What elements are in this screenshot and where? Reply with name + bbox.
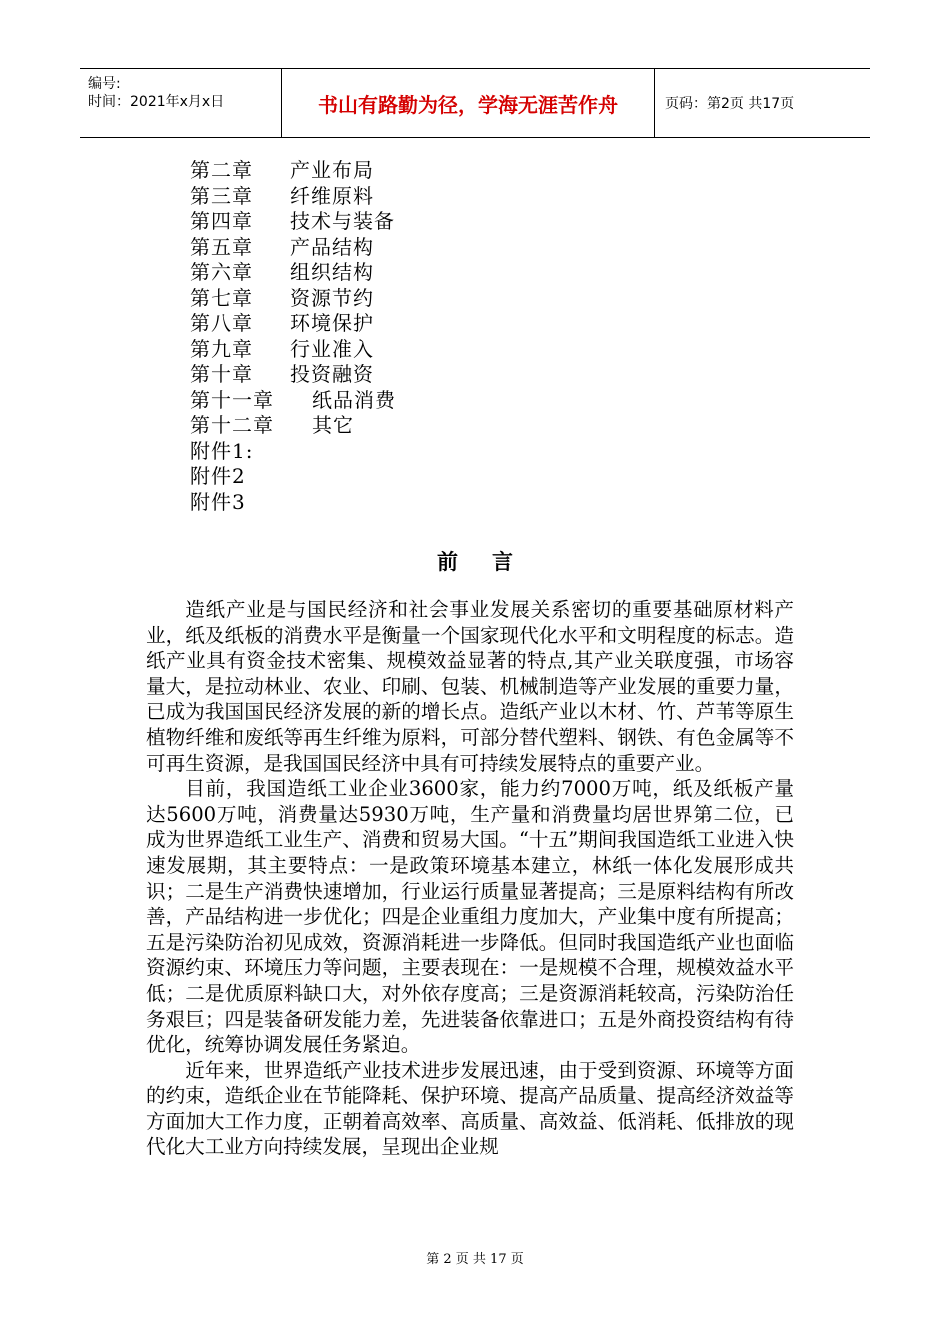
section-title: 前言	[437, 550, 547, 574]
body-text	[146, 597, 794, 1160]
toc-item	[190, 209, 396, 235]
toc-chapter-title: 产品结构	[290, 234, 374, 259]
toc-chapter-title: 其它	[312, 413, 354, 437]
header-page-info: 页码：第2页 共17页	[665, 96, 795, 112]
toc-chapter-title: 资源节约	[290, 285, 374, 310]
toc-chapter-title: 纸品消费	[312, 387, 396, 412]
toc-chapter-number: 第二章	[190, 158, 253, 182]
toc-chapter-number: 第五章	[190, 234, 253, 259]
toc-attachment-label: 附件1:	[190, 438, 254, 463]
toc-chapter-number: 第十二章	[190, 413, 274, 437]
toc-item	[190, 286, 396, 312]
toc-item	[190, 260, 396, 286]
toc-item	[190, 413, 396, 439]
toc-chapter-number: 第六章	[190, 260, 253, 284]
time-label: 时间：2021年x月x日	[88, 94, 225, 110]
toc-chapter-number: 第八章	[190, 311, 253, 335]
toc-chapter-number: 第十一章	[190, 387, 274, 412]
toc-item	[190, 362, 396, 388]
page-footer: 第 2 页 共 17 页	[426, 1252, 524, 1267]
toc-chapter-title: 环境保护	[290, 311, 374, 335]
header-motto: 书山有路勤为径，学海无涯苦作舟	[282, 69, 655, 137]
table-of-contents	[190, 158, 396, 515]
toc-chapter-title: 投资融资	[290, 362, 374, 386]
header-meta-cell	[80, 69, 282, 137]
toc-chapter-number: 第七章	[190, 285, 253, 310]
toc-chapter-number: 第四章	[190, 209, 253, 233]
toc-attachment-label: 附件2	[190, 464, 246, 488]
paragraph: 近年来，世界造纸产业技术进步发展迅速，由于受到资源、环境等方面的约束，造纸企业在节能降耗、保护环境、提高产品质量、提高经济效益等方面加大工作力度，正朝着高效率、高质量、高效益、低消耗、低排放的现代化大工业方向持续发展，呈现出企业规	[146, 1058, 794, 1159]
toc-attachment	[190, 439, 396, 465]
toc-attachment-label: 附件3	[190, 489, 246, 514]
toc-chapter-title: 组织结构	[290, 260, 374, 284]
toc-item	[190, 235, 396, 261]
toc-attachment	[190, 464, 396, 490]
toc-chapter-number: 第十章	[190, 362, 253, 386]
paragraph: 目前，我国造纸工业企业3600家，能力约7000万吨，纸及纸板产量达5600万吨，消费量达5930万吨，生产量和消费量均居世界第二位，已成为世界造纸工业生产、消费和贸易大国。“十五”期间我国造纸工业进入快速发展期，其主要特点：一是政策环境基本建立，林纸一体化发展形成共识；二是生产消费快速增加，行业运行质量显著提高；三是原料结构有所改善，产品结构进一步优化；四是企业重组力度加大，产业集中度有所提高；五是污染防治初见成效，资源消耗进一步降低。但同时我国造纸产业也面临资源约束、环境压力等问题，主要表现在：一是规模不合理，规模效益水平低；二是优质原料缺口大，对外依存度高；三是资源消耗较高，污染防治任务艰巨；四是装备研发能力差，先进装备依靠进口；五是外商投资结构有待优化，统筹协调发展任务紧迫。	[146, 777, 794, 1057]
toc-item	[190, 184, 396, 210]
toc-item	[190, 158, 396, 184]
toc-chapter-title: 产业布局	[290, 158, 374, 182]
toc-chapter-number: 第三章	[190, 183, 253, 208]
toc-chapter-title: 技术与装备	[290, 209, 395, 233]
toc-item	[190, 388, 396, 414]
paragraph: 造纸产业是与国民经济和社会事业发展关系密切的重要基础原材料产业，纸及纸板的消费水平是衡量一个国家现代化水平和文明程度的标志。造纸产业具有资金技术密集、规模效益显著的特点,其产业关联度强，市场容量大，是拉动林业、农业、印刷、包装、机械制造等产业发展的重要力量，已成为我国国民经济发展的新的增长点。造纸产业以木材、竹、芦苇等原生植物纤维和废纸等再生纤维为原料，可部分替代塑料、钢铁、有色金属等不可再生资源，是我国国民经济中具有可持续发展特点的重要产业。	[146, 598, 794, 775]
toc-attachment	[190, 490, 396, 516]
toc-item	[190, 337, 396, 363]
number-label: 编号:	[88, 76, 121, 92]
toc-chapter-title: 纤维原料	[290, 183, 374, 208]
toc-chapter-number: 第九章	[190, 336, 253, 361]
toc-chapter-title: 行业准入	[290, 336, 374, 361]
toc-item	[190, 311, 396, 337]
page-header	[80, 68, 870, 138]
